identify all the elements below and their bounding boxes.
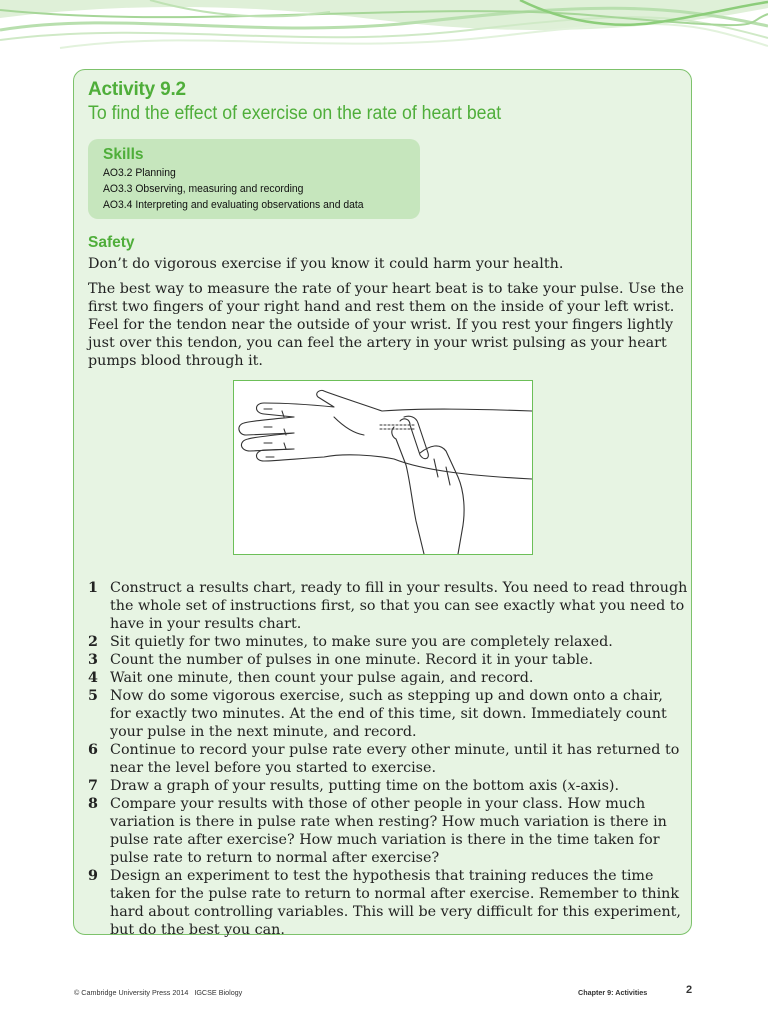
list-item (88, 687, 688, 741)
intro-paragraph: The best way to measure the rate of your heart beat is to take your pulse. Use the first two fingers of your right hand and rest them on the inside of your left wrist. Feel for the tendon near the outside of your wrist. If you rest your fingers lightly just over this tendon, you can feel the artery in your wrist pulsing as your heart pumps blood through it. (88, 281, 684, 369)
instruction-list (88, 579, 688, 939)
list-item (88, 777, 688, 795)
step-text: Sit quietly for two minutes, to make sure you are completely relaxed. (110, 634, 613, 650)
step-text: Now do some vigorous exercise, such as stepping up and down onto a chair, for exactly two minutes. At the end of this time, sit down. Immediately count your pulse in the next minute, and record. (110, 688, 667, 740)
step-number: 4 (88, 670, 98, 686)
step-number: 8 (88, 796, 98, 812)
step-text-italic: x (567, 778, 576, 794)
list-item (88, 579, 688, 633)
skill-item: AO3.3 Observing, measuring and recording (103, 183, 304, 195)
skill-item: AO3.2 Planning (103, 167, 176, 179)
skill-item: AO3.4 Interpreting and evaluating observations and data (103, 199, 364, 211)
activity-title: Activity 9.2 (88, 79, 186, 100)
step-number: 1 (88, 580, 98, 596)
skills-box (88, 139, 420, 219)
step-number: 9 (88, 868, 98, 884)
list-item (88, 741, 688, 777)
list-item (88, 867, 688, 939)
list-item (88, 651, 688, 669)
step-text: Count the number of pulses in one minute. Record it in your table. (110, 652, 594, 668)
list-item (88, 795, 688, 867)
step-number: 3 (88, 652, 98, 668)
step-text (110, 778, 619, 794)
safety-text: Don’t do vigorous exercise if you know it could harm your health. (88, 256, 564, 272)
list-item (88, 669, 688, 687)
step-text: Compare your results with those of other people in your class. How much variation is there in pulse rate when resting? How much variation is there in pulse rate after exercise? How much variation is there in the time taken for pulse rate to return to normal after exercise? (110, 796, 667, 866)
chapter-footer: Chapter 9: Activities (578, 988, 648, 997)
step-text: Continue to record your pulse rate every other minute, until it has returned to near the level before you started to exercise. (110, 742, 680, 776)
safety-heading: Safety (88, 234, 135, 251)
copyright-footer: © Cambridge University Press 2014 IGCSE Biology (74, 988, 243, 997)
activity-subtitle: To find the effect of exercise on the rate of heart beat (88, 103, 502, 124)
pulse-illustration (233, 380, 533, 555)
step-number: 6 (88, 742, 98, 758)
step-number: 7 (88, 778, 98, 794)
step-text: Wait one minute, then count your pulse again, and record. (110, 670, 534, 686)
list-item (88, 633, 688, 651)
step-text: Design an experiment to test the hypothesis that training reduces the time taken for the pulse rate to return to normal after exercise. Remember to think hard about controlling variables. This will be very difficult for this experiment, but do the best you can. (110, 868, 681, 938)
step-text-part: -axis). (575, 778, 620, 794)
step-text-part: Draw a graph of your results, putting time on the bottom axis ( (110, 778, 568, 794)
hand-taking-pulse-illustration (234, 381, 532, 554)
page-number: 2 (686, 984, 693, 996)
step-text: Construct a results chart, ready to fill in your results. You need to read through the whole set of instructions first, so that you can see exactly what you need to have in your results chart. (110, 580, 688, 632)
step-number: 5 (88, 688, 98, 704)
step-number: 2 (88, 634, 98, 650)
skills-heading: Skills (103, 146, 144, 163)
header-banner-graphic (0, 0, 768, 60)
